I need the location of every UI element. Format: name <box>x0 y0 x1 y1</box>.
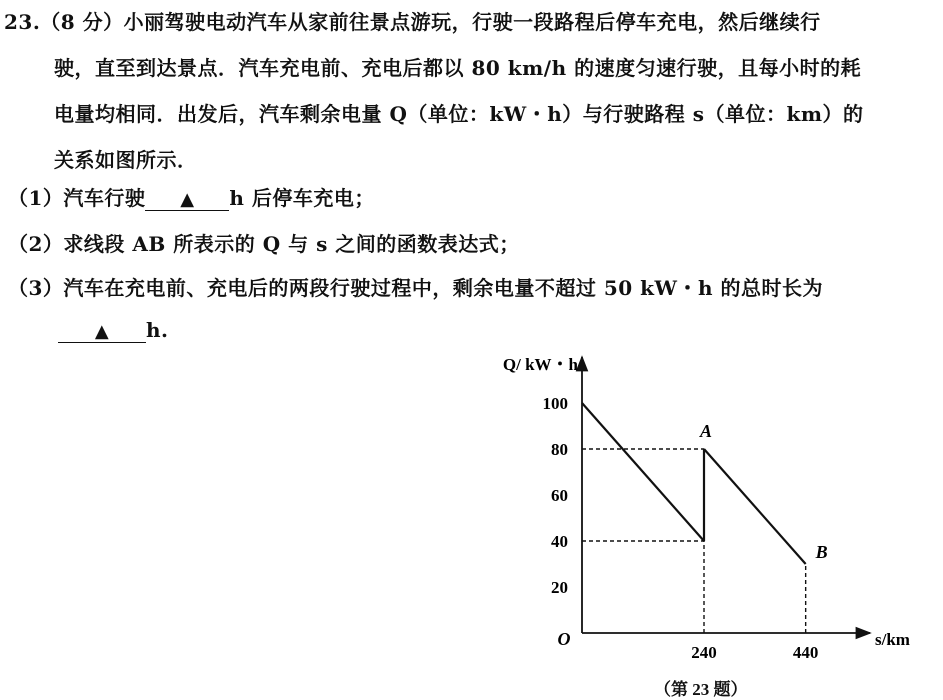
problem-line-1-text: （8 分）小丽驾驶电动汽车从家前往景点游玩，行驶一段路程后停车充电，然后继续行 <box>40 10 821 34</box>
problem-line-2: 驶，直至到达景点．汽车充电前、充电后都以 80 km/h 的速度匀速行驶，且每小时的耗 <box>54 56 862 80</box>
problem-number: 23. <box>4 10 41 34</box>
question-1-prefix: （1）汽车行驶 <box>8 186 146 210</box>
triangle-marker-icon: ▲ <box>94 321 110 342</box>
question-3-suffix: h. <box>146 318 169 342</box>
series-line-1 <box>704 449 806 564</box>
y-axis-label: Q/ kW・h <box>502 355 578 374</box>
question-3: （3）汽车在充电前、充电后的两段行驶过程中，剩余电量不超过 50 kW・h 的总时长为 <box>8 276 823 300</box>
answer-blank-1[interactable] <box>145 187 229 211</box>
y-tick-label-60: 60 <box>551 486 568 505</box>
series-line-0 <box>582 403 704 541</box>
point-label-A: A <box>700 421 713 441</box>
origin-label: O <box>557 629 571 649</box>
answer-blank-3[interactable] <box>58 319 146 343</box>
question-2: （2）求线段 AB 所表示的 Q 与 s 之间的函数表达式； <box>8 232 520 256</box>
question-1-suffix: h 后停车充电； <box>229 186 375 210</box>
triangle-marker-icon: ▲ <box>180 189 195 210</box>
y-tick-label-40: 40 <box>551 532 568 551</box>
figure-caption: （第 23 题） <box>654 680 748 699</box>
x-tick-label-440: 440 <box>792 643 819 662</box>
x-axis-label: s/km <box>875 630 910 649</box>
problem-line-4: 关系如图所示． <box>54 148 198 172</box>
question-1 <box>8 182 375 211</box>
y-tick-label-20: 20 <box>551 578 568 597</box>
y-tick-label-100: 100 <box>542 394 568 413</box>
question-3-answer-line <box>58 318 169 343</box>
y-tick-label-80: 80 <box>551 440 568 459</box>
problem-line-3: 电量均相同．出发后，汽车剩余电量 Q（单位：kW・h）与行驶路程 s（单位：km）的 <box>54 102 864 126</box>
x-tick-label-240: 240 <box>691 643 717 662</box>
point-label-B: B <box>815 542 828 562</box>
line-chart <box>502 345 940 700</box>
figure <box>502 345 940 700</box>
problem-line-1 <box>4 6 821 35</box>
